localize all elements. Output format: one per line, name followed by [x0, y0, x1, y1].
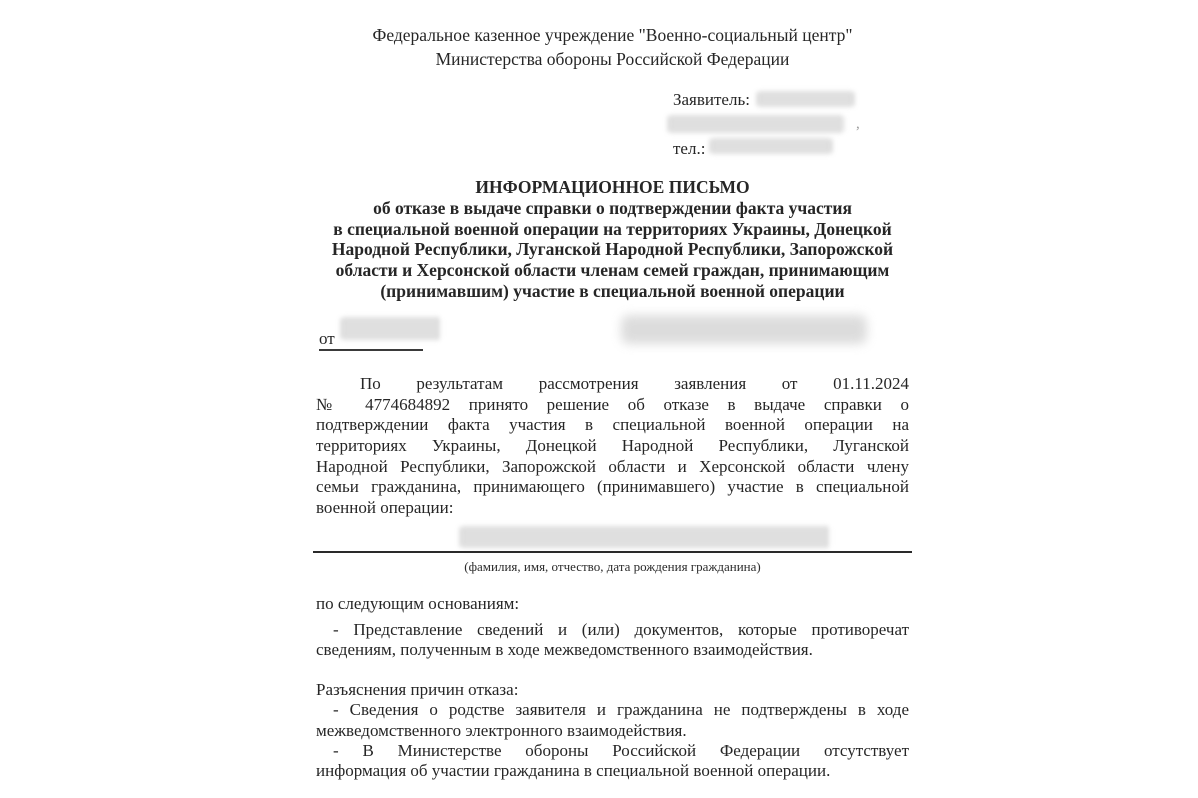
body-line: Народной Республики, Запорожской области и Херсонской области члену	[316, 456, 909, 476]
title-line: (принимавшим) участие в специальной военной операции	[380, 280, 845, 301]
title-line: в специальной военной операции на территориях Украины, Донецкой	[333, 218, 892, 239]
body-line: № 4774684892 принято решение об отказе в выдаче справки о	[316, 394, 909, 414]
applicant-label: Заявитель:	[673, 90, 750, 109]
body-line: семьи гражданина, принимающего (принимавшего) участие в специальной	[316, 477, 909, 497]
body-paragraph	[316, 374, 909, 519]
signature-rule	[313, 551, 912, 553]
body-line: По результатам рассмотрения заявления от 01.11.2024	[360, 374, 909, 393]
redacted-phone-number	[710, 138, 832, 154]
grounds-item-line: сведениям, полученным в ходе межведомственного взаимодействия.	[316, 640, 813, 660]
body-line: территориях Украины, Донецкой Народной Республики, Луганской	[316, 435, 909, 455]
letter-content	[316, 0, 909, 798]
explanation-item-line: - Сведения о родстве заявителя и гражданина не подтверждены в ходе	[333, 700, 909, 720]
explanations-section	[316, 680, 909, 781]
grounds-item	[316, 620, 909, 661]
title-line: области и Херсонской области членам семей граждан, принимающим	[335, 260, 890, 281]
redacted-applicant-address	[668, 115, 844, 133]
phone-label: тел.:	[673, 139, 706, 158]
org-name-line2: Министерства обороны Российской Федерации	[435, 48, 790, 69]
grounds-heading: по следующим основаниям:	[316, 594, 520, 613]
from-label: от	[319, 329, 423, 351]
title-line: об отказе в выдаче справки о подтверждении факта участия	[373, 197, 852, 218]
explanation-item-line: - В Министерстве обороны Российской Федерации отсутствует	[333, 740, 909, 760]
redacted-from-details	[621, 315, 867, 344]
explanation-item-line: межведомственного электронного взаимодействия.	[316, 720, 687, 740]
letter-title	[316, 177, 909, 302]
stray-punctuation-mark: ,	[856, 116, 860, 132]
explanation-item-line: информация об участии гражданина в специальной военной операции.	[316, 761, 831, 781]
title-line: ИНФОРМАЦИОННОЕ ПИСЬМО	[475, 177, 750, 197]
grounds-item-line: - Представление сведений и (или) документов, которые противоречат	[333, 620, 909, 639]
redacted-from-name	[341, 317, 441, 340]
org-name-line1: Федеральное казенное учреждение "Военно-социальный центр"	[372, 25, 853, 45]
explanations-heading: Разъяснения причин отказа:	[316, 680, 519, 699]
title-line: Народной Республики, Луганской Народной Республики, Запорожской	[331, 239, 894, 260]
redacted-applicant-name	[757, 91, 854, 107]
org-header	[316, 24, 909, 71]
body-line: военной операции:	[316, 497, 454, 517]
redacted-citizen-name	[460, 526, 830, 548]
body-line: подтверждении факта участия в специальной военной операции на	[316, 415, 909, 435]
signature-caption: (фамилия, имя, отчество, дата рождения гражданина)	[464, 559, 761, 574]
